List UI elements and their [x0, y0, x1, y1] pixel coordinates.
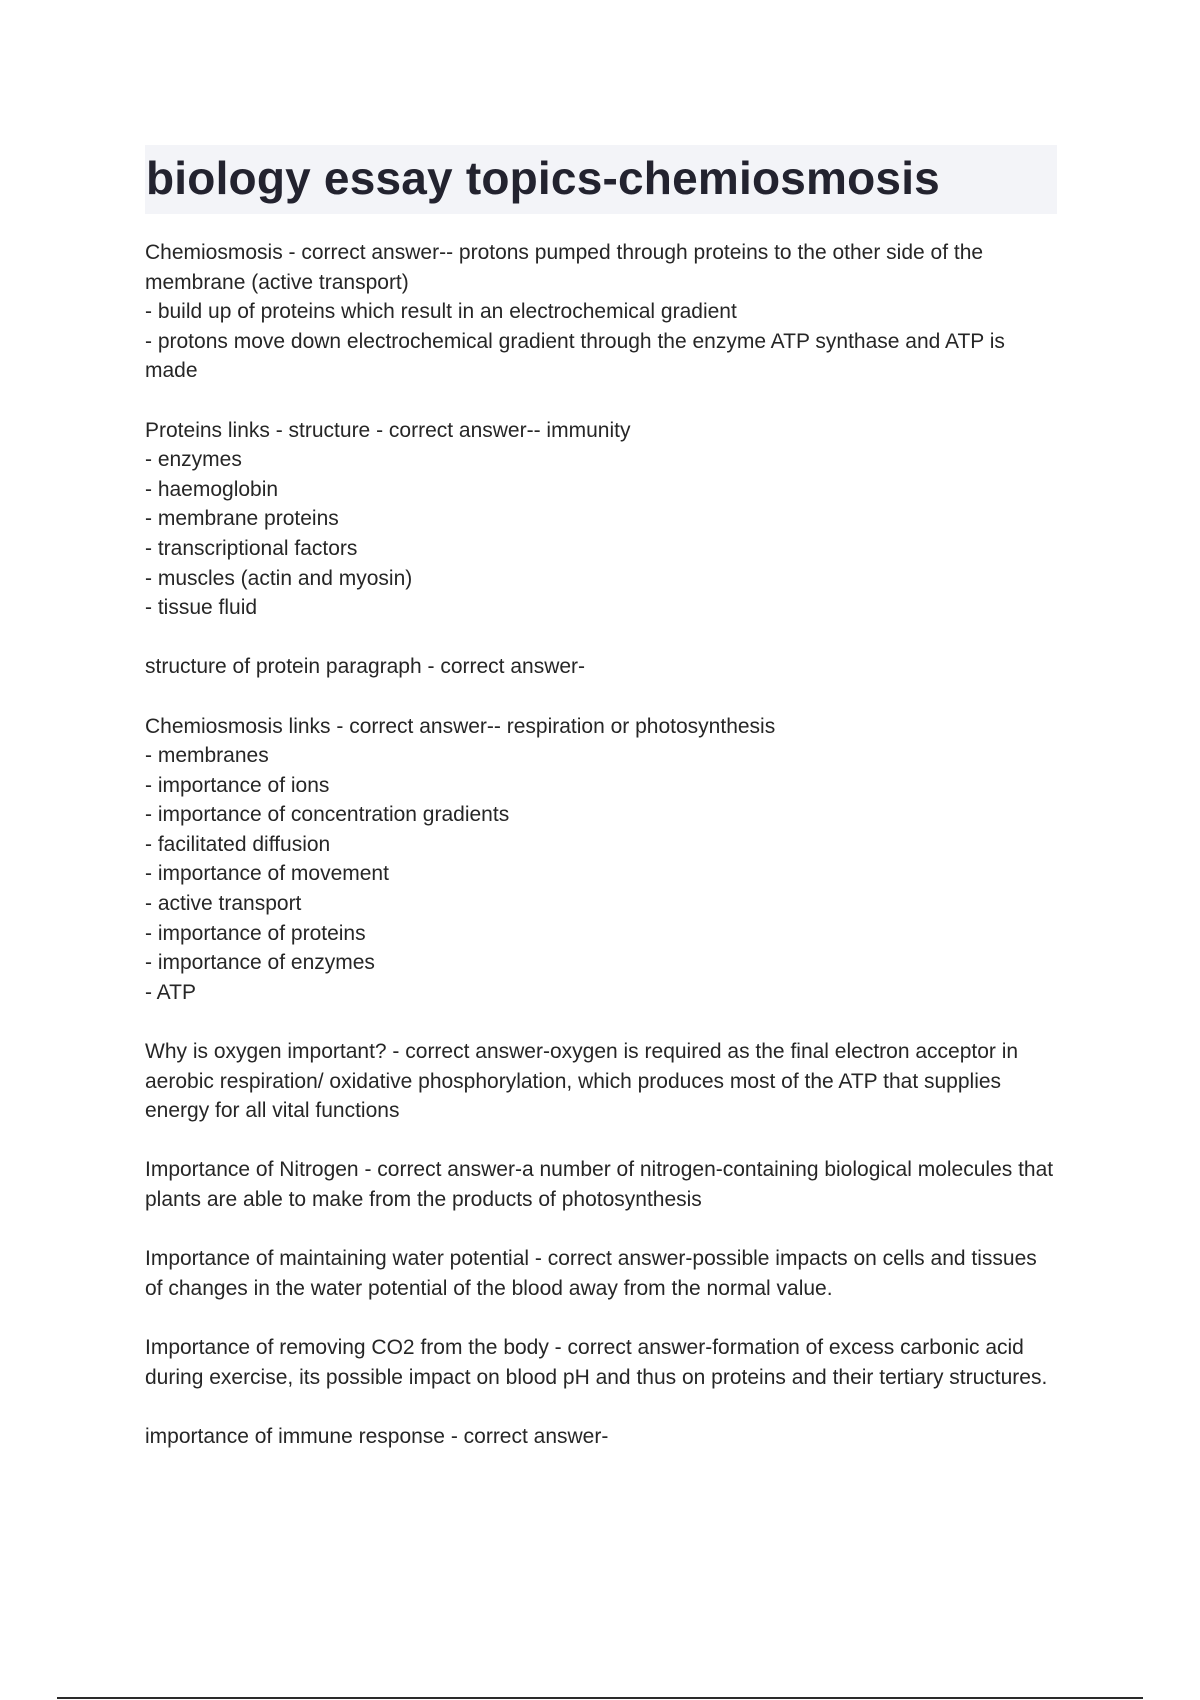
document-body: [145, 238, 1057, 1481]
bottom-divider: [57, 1697, 1143, 1699]
entry-question: structure of protein paragraph - correct answer-: [145, 655, 586, 679]
entry-line: - importance of ions: [145, 773, 330, 797]
entry-line: - transcriptional factors: [145, 536, 358, 560]
entry-line: - importance of movement: [145, 862, 389, 886]
qa-entry: [145, 1155, 1057, 1214]
entry-line: - importance of proteins: [145, 921, 366, 945]
title-banner: [145, 145, 1057, 214]
entry-line: - facilitated diffusion: [145, 832, 331, 856]
entry-question: Chemiosmosis links - correct answer-- respiration or photosynthesis: [145, 714, 776, 738]
entry-question: Chemiosmosis - correct answer-- protons pumped through proteins to the other side of the membrane (active transport): [145, 241, 984, 294]
entry-line: - tissue fluid: [145, 596, 258, 620]
entry-line: - enzymes: [145, 448, 242, 472]
entry-line: - muscles (actin and myosin): [145, 566, 413, 590]
entry-question: Importance of removing CO2 from the body - correct answer-formation of excess carbonic acid during exercise, its possible impact on blood pH and thus on proteins and their tertiary structures.: [145, 1335, 1048, 1389]
entry-line: - protons move down electrochemical gradient through the enzyme ATP synthase and ATP is made: [145, 329, 1005, 383]
qa-entry: [145, 1244, 1057, 1303]
qa-entry: [145, 238, 1057, 386]
page-title: biology essay topics-chemiosmosis: [146, 152, 940, 204]
qa-entry: [145, 712, 1057, 1008]
entry-line: - haemoglobin: [145, 477, 279, 501]
entry-line: - active transport: [145, 892, 302, 916]
entry-question: importance of immune response - correct answer-: [145, 1424, 609, 1448]
entry-line: - membrane proteins: [145, 507, 339, 531]
entry-question: Importance of Nitrogen - correct answer-a number of nitrogen-containing biological molecules that plants are able to make from the products of photosynthesis: [145, 1158, 1054, 1211]
qa-entry: [145, 652, 1057, 682]
qa-entry: [145, 416, 1057, 623]
qa-entry: [145, 1037, 1057, 1126]
entry-question: Proteins links - structure - correct answer-- immunity: [145, 418, 631, 442]
entry-line: - membranes: [145, 744, 269, 768]
entry-line: - build up of proteins which result in an electrochemical gradient: [145, 300, 737, 324]
entry-line: - ATP: [145, 980, 196, 1004]
entry-line: - importance of enzymes: [145, 951, 375, 975]
qa-entry: [145, 1333, 1057, 1392]
entry-line: - importance of concentration gradients: [145, 803, 510, 827]
entry-question: Why is oxygen important? - correct answer-oxygen is required as the final electron acceptor in aerobic respiration/ oxidative phosphorylation, which produces most of the ATP that supplies energy for all vital functions: [145, 1040, 1019, 1123]
qa-entry: [145, 1422, 1057, 1452]
entry-question: Importance of maintaining water potential - correct answer-possible impacts on cells and tissues of changes in the water potential of the blood away from the normal value.: [145, 1247, 1037, 1300]
